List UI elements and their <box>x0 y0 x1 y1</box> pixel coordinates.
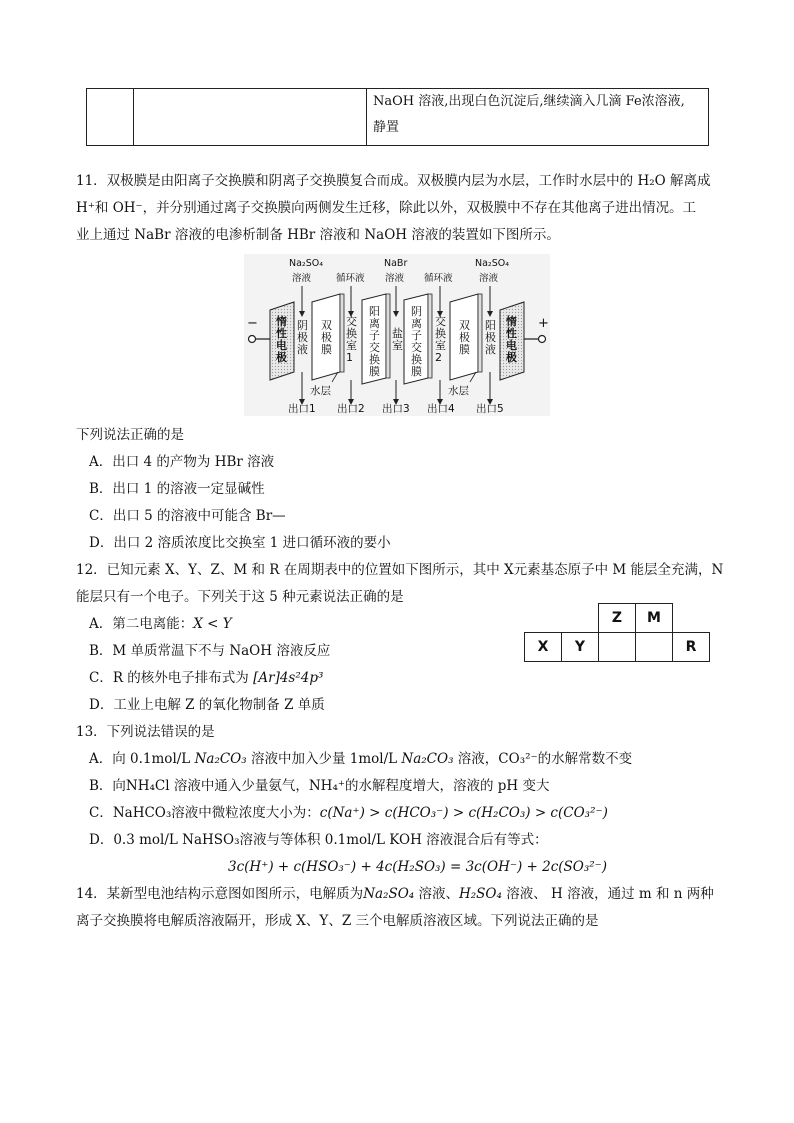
periodic-table-fragment <box>524 603 710 662</box>
q14-formula-1: Na₂SO₄ <box>363 886 415 902</box>
label-cathode-liquid: 阴极液 <box>297 319 308 356</box>
q11-option-a: A．出口 4 的产物为 HBr 溶液 <box>89 454 275 470</box>
pt-cell-z: Z <box>599 604 636 633</box>
q11-option-b: B．出口 1 的溶液一定显碱性 <box>89 481 265 497</box>
q11-line1: 11．双极膜是由阳离子交换膜和阴离子交换膜复合而成。双极膜内层为水层，工作时水层中的 H₂O 解离成 <box>76 173 711 189</box>
q12-line1: 12．已知元素 X、Y、Z、M 和 R 在周期表中的位置如下图所示，其中 X元素基态原子中 M 能层全充满，N <box>76 562 724 578</box>
q12-option-a <box>89 615 232 633</box>
q13-d-equation: 3c(H⁺) + c(HSO₃⁻) + 4c(H₂SO₃) = 3c(OH⁻) + 2c(SO₃²⁻) <box>228 859 608 875</box>
q14-line2: 离子交换膜将电解质溶液隔开，形成 X、Y、Z 三个电解质溶液区域。下列说法正确的是 <box>76 913 599 929</box>
label-bipolar-left: 双极膜 <box>321 319 332 356</box>
q12-a-label: A．第二电离能： <box>89 616 194 632</box>
q12-c-label: C．R 的核外电子排布式为 <box>89 670 249 686</box>
q13-option-a <box>89 750 632 768</box>
label-exchange-2: 交换室2 <box>435 315 446 364</box>
q13-c-pre: C．NaHCO₃溶液中微粒浓度大小为： <box>89 805 320 821</box>
table-cell-line1: NaOH 溶液,出现白色沉淀后,继续滴入几滴 Fe浓溶液, <box>373 94 685 109</box>
pt-cell-y: Y <box>562 633 599 662</box>
label-outlet-2: 出口2 <box>337 403 365 415</box>
label-cation-membrane: 阳离子交换膜 <box>369 305 380 378</box>
label-outlet-5: 出口5 <box>476 403 504 415</box>
label-water-layer-left: 水层 <box>310 385 331 397</box>
q11-stem: 下列说法正确的是 <box>76 427 184 443</box>
label-salt-room: 盐室 <box>392 327 403 352</box>
label-na2so4-right: Na₂SO₄ <box>475 258 510 269</box>
label-plus: + <box>538 316 549 331</box>
label-water-layer-right: 水层 <box>448 385 469 397</box>
table-cell-text <box>367 89 709 146</box>
q14-formula-2: H₂SO₄ <box>459 886 502 902</box>
q12-a-math: X < Y <box>193 616 232 632</box>
q12-line2: 能层只有一个电子。下列关于这 5 种元素说法正确的是 <box>76 589 404 605</box>
pt-cell-blank-1 <box>599 633 636 662</box>
label-nabr: NaBr <box>384 258 408 269</box>
label-na2so4-left: Na₂SO₄ <box>289 258 324 269</box>
q12-option-b: B．M 单质常温下不与 NaOH 溶液反应 <box>89 643 331 659</box>
label-minus: − <box>247 316 258 331</box>
q13-c-math: c(Na⁺) > c(HCO₃⁻) > c(H₂CO₃) > c(CO₃²⁻) <box>319 805 608 821</box>
pt-cell-m: M <box>636 604 673 633</box>
label-circulating-left: 循环液 <box>336 273 365 284</box>
q13-option-d: D．0.3 mol/L NaHSO₃溶液与等体积 0.1mol/L KOH 溶液混合后有等式： <box>89 832 548 848</box>
table-cell-empty-2 <box>134 89 367 146</box>
label-exchange-1: 交换室1 <box>346 315 357 364</box>
q13-option-c <box>89 804 608 822</box>
q11-option-d: D．出口 2 溶质浓度比交换室 1 进口循环液的要小 <box>89 535 391 551</box>
label-bipolar-right: 双极膜 <box>459 319 470 356</box>
table-cell-empty-1 <box>87 89 134 146</box>
pt-empty-1 <box>525 604 562 633</box>
q14-mid-1: 溶液、 <box>418 886 459 902</box>
q14-mid-2: 溶液、 H 溶液，通过 m 和 n 两种 <box>506 886 714 902</box>
q13-a-formula-1: Na₂CO₃ <box>194 751 247 767</box>
q11-line3: 业上通过 NaBr 溶液的电渗析制备 HBr 溶液和 NaOH 溶液的装置如下图所示。 <box>76 227 560 243</box>
label-outlet-1: 出口1 <box>288 403 316 415</box>
q14-pre: 14．某新型电池结构示意图如图所示，电解质为 <box>76 886 364 902</box>
electrodialysis-diagram <box>244 254 550 416</box>
label-outlet-3: 出口3 <box>382 403 410 415</box>
terminal-minus-icon <box>249 336 256 343</box>
top-table <box>86 88 709 146</box>
label-anode-liquid: 阳极液 <box>485 319 496 356</box>
pt-empty-2 <box>562 604 599 633</box>
label-circulating-right: 循环液 <box>424 273 453 284</box>
pt-empty-3 <box>673 604 710 633</box>
label-electrode-left: 惰性电极 <box>276 315 287 364</box>
q13-a-mid: 溶液中加入少量 1mol/L <box>250 751 398 767</box>
label-solution-mid: 溶液 <box>385 273 405 284</box>
q13-stem: 13．下列说法错误的是 <box>76 724 215 740</box>
q13-a-formula-2: Na₂CO₃ <box>401 751 454 767</box>
label-anion-membrane: 阴离子交换膜 <box>411 305 422 378</box>
pt-cell-blank-2 <box>636 633 673 662</box>
terminal-plus-icon <box>539 336 546 343</box>
q12-option-d: D．工业上电解 Z 的氧化物制备 Z 单质 <box>89 697 325 713</box>
label-solution-left: 溶液 <box>292 273 312 284</box>
label-solution-right: 溶液 <box>479 273 499 284</box>
q12-c-math: [Ar]4s²4p³ <box>253 670 324 686</box>
q11-line2: H⁺和 OH⁻，并分别通过离子交换膜向两侧发生迁移，除此以外，双极膜中不存在其他离子进出情况。工 <box>76 200 697 216</box>
table-cell-line2: 静置 <box>373 120 400 135</box>
q13-a-post: 溶液，CO₃²⁻的水解常数不变 <box>457 751 633 767</box>
q14-line1 <box>76 885 714 903</box>
label-electrode-right: 惰性电极 <box>506 315 517 364</box>
q13-a-pre: A．向 0.1mol/L <box>89 751 191 767</box>
pt-cell-x: X <box>525 633 562 662</box>
pt-cell-r: R <box>673 633 710 662</box>
q13-option-b: B．向NH₄Cl 溶液中通入少量氨气，NH₄⁺的水解程度增大，溶液的 pH 变大 <box>89 778 550 794</box>
q11-option-c: C．出口 5 的溶液中可能含 Br— <box>89 508 286 524</box>
label-outlet-4: 出口4 <box>427 403 455 415</box>
q12-option-c <box>89 669 323 687</box>
